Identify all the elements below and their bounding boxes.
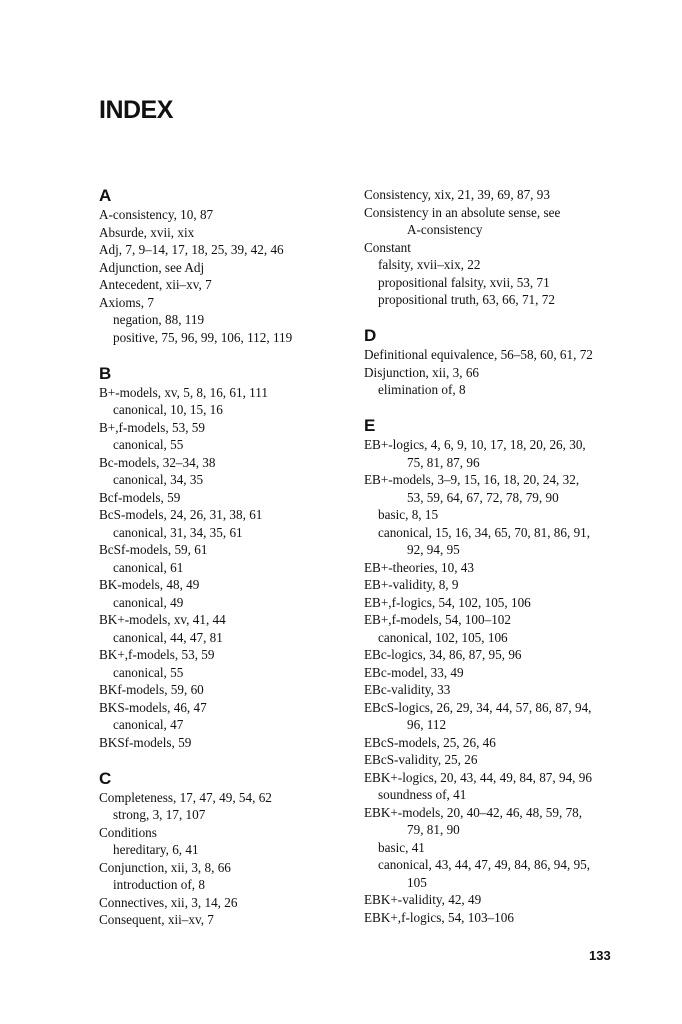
- index-subentry: canonical, 47: [113, 717, 184, 732]
- index-subentry: propositional truth, 63, 66, 71, 72: [378, 292, 555, 307]
- index-entry-continuation: 96, 112: [407, 717, 447, 732]
- index-entry: Constant: [364, 239, 411, 255]
- index-subentry: canonical, 102, 105, 106: [378, 629, 508, 645]
- index-subentry: canonical, 15, 16, 34, 65, 70, 81, 86, 91,: [378, 524, 591, 540]
- index-entry: EBcS-models, 25, 26, 46: [364, 734, 496, 750]
- index-entry: BK+,f-models, 53, 59: [99, 647, 215, 662]
- index-entry: EBcS-logics, 26, 29, 34, 44, 57, 86, 87, 94,: [364, 699, 592, 715]
- index-subentry: propositional falsity, xvii, 53, 71: [378, 274, 550, 290]
- index-subentry: canonical, 34, 35: [113, 472, 204, 487]
- page-number: 133: [589, 948, 611, 963]
- index-entry: EBK+-models, 20, 40–42, 46, 48, 59, 78,: [364, 804, 583, 820]
- index-entry: Disjunction, xii, 3, 66: [364, 364, 480, 380]
- index-entry: EBK+,f-logics, 54, 103–106: [364, 909, 514, 925]
- index-entry: Completeness, 17, 47, 49, 54, 62: [99, 789, 272, 805]
- section-gap: [364, 399, 626, 417]
- index-entry: Connectives, xii, 3, 14, 26: [99, 894, 238, 910]
- index-entry: BKSf-models, 59: [99, 734, 192, 750]
- section-heading: B: [99, 363, 112, 383]
- index-column-left: [99, 186, 361, 929]
- index-entry-continuation: 105: [407, 874, 427, 890]
- section-heading: D: [364, 326, 377, 345]
- index-column-right: [364, 186, 626, 926]
- section-heading: A: [99, 186, 112, 205]
- index-entry: BK-models, 48, 49: [99, 577, 200, 592]
- index-entry-continuation: 92, 94, 95: [407, 542, 460, 557]
- index-entry: EBK+-validity, 42, 49: [364, 892, 482, 907]
- index-entry: Axioms, 7: [99, 294, 154, 310]
- index-entry-continuation: 75, 81, 87, 96: [407, 454, 480, 470]
- section-gap: [99, 346, 361, 364]
- index-entry: EBc-validity, 33: [364, 682, 451, 697]
- index-entry: EBc-model, 33, 49: [364, 664, 464, 680]
- index-entry-continuation: A-consistency: [407, 222, 483, 237]
- index-subentry: elimination of, 8: [378, 382, 466, 397]
- index-subentry: falsity, xvii–xix, 22: [378, 257, 481, 272]
- index-entry-continuation: 79, 81, 90: [407, 822, 460, 837]
- section-heading: C: [99, 768, 112, 788]
- index-subentry: canonical, 31, 34, 35, 61: [113, 524, 243, 540]
- index-entry: EBc-logics, 34, 86, 87, 95, 96: [364, 647, 522, 662]
- index-entry: Antecedent, xii–xv, 7: [99, 277, 212, 292]
- index-entry: Definitional equivalence, 56–58, 60, 61, 72: [364, 347, 593, 362]
- index-entry: Bc-models, 32–34, 38: [99, 454, 216, 470]
- index-subentry: canonical, 61: [113, 559, 184, 575]
- index-entry: EB+,f-logics, 54, 102, 105, 106: [364, 594, 531, 610]
- index-subentry: canonical, 55: [113, 664, 184, 680]
- index-subentry: strong, 3, 17, 107: [113, 807, 206, 822]
- index-entry: BKf-models, 59, 60: [99, 682, 204, 697]
- index-entry: Conjunction, xii, 3, 8, 66: [99, 859, 231, 875]
- index-subentry: basic, 8, 15: [378, 507, 439, 522]
- index-entry: Consistency, xix, 21, 39, 69, 87, 93: [364, 187, 550, 202]
- index-entry: Adjunction, see Adj: [99, 259, 205, 275]
- index-entry: Consequent, xii–xv, 7: [99, 912, 214, 927]
- index-entry: EB+-theories, 10, 43: [364, 559, 474, 575]
- index-entry: B+-models, xv, 5, 8, 16, 61, 111: [99, 384, 268, 400]
- index-entry: Absurde, xvii, xix: [99, 224, 195, 240]
- index-entry: EB+-logics, 4, 6, 9, 10, 17, 18, 20, 26, 30,: [364, 437, 586, 452]
- index-subentry: canonical, 43, 44, 47, 49, 84, 86, 94, 95,: [378, 857, 591, 872]
- index-subentry: basic, 41: [378, 839, 425, 855]
- index-entry: Conditions: [99, 824, 157, 840]
- index-subentry: introduction of, 8: [113, 877, 205, 892]
- index-entry: BcSf-models, 59, 61: [99, 542, 208, 557]
- page-title: INDEX: [99, 96, 173, 124]
- index-entry: Bcf-models, 59: [99, 489, 181, 505]
- section-heading: E: [364, 416, 376, 435]
- index-subentry: soundness of, 41: [378, 787, 467, 802]
- index-entry: EBcS-validity, 25, 26: [364, 752, 478, 767]
- index-entry: Consistency in an absolute sense, see: [364, 204, 561, 220]
- index-entry: BK+-models, xv, 41, 44: [99, 612, 226, 627]
- section-gap: [364, 309, 626, 327]
- index-subentry: positive, 75, 96, 99, 106, 112, 119: [113, 329, 293, 345]
- index-entry: EB+-validity, 8, 9: [364, 577, 459, 592]
- index-subentry: canonical, 10, 15, 16: [113, 402, 223, 417]
- index-subentry: negation, 88, 119: [113, 312, 205, 327]
- index-entry: EBK+-logics, 20, 43, 44, 49, 84, 87, 94, 96: [364, 769, 592, 785]
- index-entry: EB+,f-models, 54, 100–102: [364, 612, 511, 627]
- index-subentry: hereditary, 6, 41: [113, 842, 199, 857]
- index-subentry: canonical, 49: [113, 594, 184, 610]
- index-entry: Adj, 7, 9–14, 17, 18, 25, 39, 42, 46: [99, 242, 284, 257]
- index-entry: B+,f-models, 53, 59: [99, 419, 205, 435]
- index-entry-continuation: 53, 59, 64, 67, 72, 78, 79, 90: [407, 489, 559, 505]
- index-entry: EB+-models, 3–9, 15, 16, 18, 20, 24, 32,: [364, 472, 580, 487]
- index-subentry: canonical, 44, 47, 81: [113, 629, 223, 645]
- index-subentry: canonical, 55: [113, 437, 184, 452]
- index-entry: BKS-models, 46, 47: [99, 699, 207, 715]
- index-entry: A-consistency, 10, 87: [99, 207, 214, 222]
- index-entry: BcS-models, 24, 26, 31, 38, 61: [99, 507, 263, 522]
- section-gap: [99, 751, 361, 769]
